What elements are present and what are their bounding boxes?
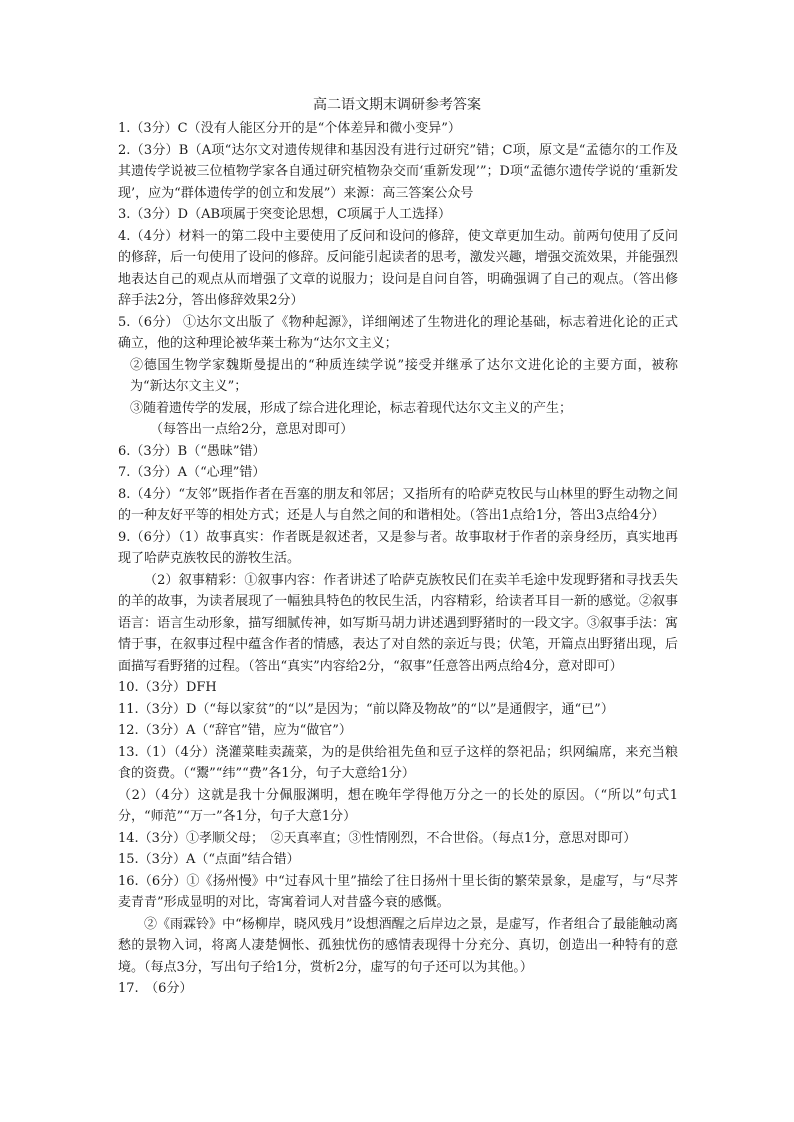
answer-11: 11.（3分）D（“每以家贫”的“以”是因为；“前以降及物故”的“以”是通假字，通“已”）	[118, 701, 614, 717]
answer-10: 10.（3分）DFH	[118, 680, 217, 695]
answer-5-point-3: ③随着遗传学的发展，形成了综合进化理论，标志着现代达尔文主义的产生；	[130, 400, 573, 416]
answer-8: 8.（4分）“友邻”既指作者在吾塞的朋友和邻居；又指所有的哈萨克牧民与山林里的野生动物之间的一种友好平等的相处方式；还是人与自然之间的和谐相处。（答出1点给1分，答出3点给4分）	[118, 486, 678, 523]
answer-15: 15.（3分）A（“点面”结合错）	[118, 852, 300, 867]
answer-13-part-1: 13.（1）（4分）浇灌菜畦卖蔬菜，为的是供给祖先鱼和豆子这样的祭祀品；织网编席，来充当粮食的资费。（“鬻”“纬”“费”各1分，句子大意给1分）	[118, 744, 678, 781]
answer-9-part-2: （2）叙事精彩：①叙事内容：作者讲述了哈萨克族牧民们在卖羊毛途中发现野猪和寻找丢失的羊的故事，为读者展现了一幅独具特色的牧民生活，内容精彩，给读者耳目一新的感觉。②叙事语言：语言生动形象，描写细腻传神，如写斯马胡力讲述遇到野猪时的一段文字。③叙事手法：寓情于事，在叙事过程中蕴含作者的情感，表达了对自然的亲近与畏；伏笔，开篇点出野猪出现，后面描写看野猪的过程。（答出“真实”内容给2分，“叙事”任意答出两点给4分，意对即可）	[118, 572, 678, 674]
answer-4: 4.（4分）材料一的第二段中主要使用了反问和设问的修辞，使文章更加生动。前两句使用了反问的修辞，后一句使用了设问的修辞。反问能引起读者的思考，激发兴趣，增强交流效果，并能强烈地表达自己的观点从而增强了文章的说服力；设问是自问自答，明确强调了自己的观点。（答出修辞手法2分，答出修辞效果2分）	[118, 228, 678, 308]
answer-5-scoring-note: （每答出一点给2分，意思对即可）	[150, 422, 354, 437]
page-title: 高二语文期末调研参考答案	[313, 97, 481, 113]
answer-list	[118, 118, 678, 1000]
answer-14: 14.（3分）①孝顺父母； ②天真率直；③性情刚烈，不合世俗。（每点1分，意思对即可）	[118, 830, 637, 846]
answer-5-point-2: ②德国生物学家魏斯曼提出的“种质连续学说”接受并继承了达尔文进化论的主要方面，被称为“新达尔文主义”；	[130, 357, 678, 394]
answer-5: 5.（6分） ①达尔文出版了《物种起源》，详细阐述了生物进化的理论基础，标志着进化论的正式确立，他的这种理论被华莱士称为“达尔文主义；	[118, 314, 678, 351]
answer-12: 12.（3分）A（“辞官”错，应为“做官”）	[118, 723, 352, 738]
answer-13-part-2: （2）（4分）这就是我十分佩服渊明，想在晚年学得他万分之一的长处的原因。（“所以”句式1分，“师范”“万一”各1分，句子大意1分）	[118, 787, 678, 824]
answer-2: 2.（3分）B（A项“达尔文对遗传规律和基因没有进行过研究”错；C项，原文是“孟德尔的工作及其遗传学说被三位植物学家各自通过研究植物杂交而‘重新发现’”；D项“孟德尔遗传学说的‘重新发现’，应为“群体遗传学的创立和发展”）来源：高三答案公众号	[118, 142, 678, 201]
answer-16-point-2: ②《雨霖铃》中“杨柳岸，晓风残月”设想酒醒之后岸边之景，是虚写，作者组合了最能触动离愁的景物入词，将离人凄楚惆怅、孤独忧伤的感情表现得十分充分、真切，创造出一种特有的意境。（每点3分，写出句子给1分，赏析2分，虚写的句子还可以为其他。）	[118, 916, 678, 975]
answer-1: 1.（3分）C（没有人能区分开的是“个体差异和微小变异”）	[118, 121, 461, 136]
answer-9-part-1: 9.（6分）（1）故事真实：作者既是叙述者，又是参与者。故事取材于作者的亲身经历，真实地再现了哈萨克族牧民的游牧生活。	[118, 529, 678, 566]
answer-3: 3.（3分）D（AB项属于突变论思想，C项属于人工选择）	[118, 207, 451, 222]
answer-6: 6.（3分）B（“愚昧”错）	[118, 443, 266, 459]
answer-7: 7.（3分）A（“心理”错）	[118, 465, 266, 480]
answer-16-point-1: 16.（6分）①《扬州慢》中“过春风十里”描绘了往日扬州十里长街的繁荣景象，是虚写，与“尽荠麦青青”形成显明的对比，寄寓着词人对昔盛今衰的感慨。	[118, 873, 678, 910]
answer-17: 17. （6分）	[118, 981, 193, 996]
